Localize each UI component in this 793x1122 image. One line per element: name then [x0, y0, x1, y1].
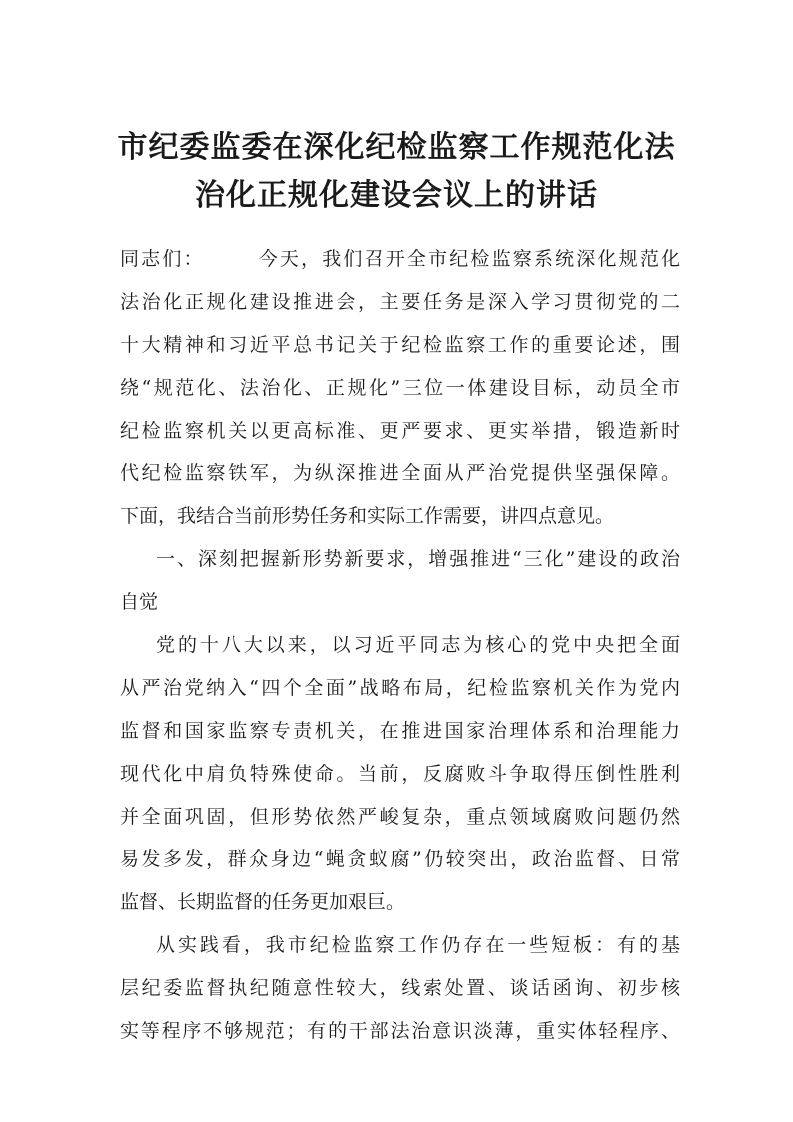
paragraph-line: 实等程序不够规范；有的干部法治意识淡薄，重实体轻程序、: [120, 1020, 680, 1043]
paragraph-line: 绕“规范化、法治化、正规化”三位一体建设目标，动员全市: [120, 376, 680, 399]
paragraph-line: 从严治党纳入“四个全面”战略布局，纪检监察机关作为党内: [120, 676, 680, 699]
paragraph-line: 下面，我结合当前形势任务和实际工作需要，讲四点意见。: [120, 505, 615, 528]
document-title: [100, 124, 693, 220]
paragraph-line: 代纪检监察铁军，为纵深推进全面从严治党提供坚强保障。: [120, 462, 680, 485]
paragraph-line: 纪检监察机关以更高标准、更严要求、更实举措，锻造新时: [120, 419, 680, 442]
paragraph-line: 易发多发，群众身边“蝇贪蚁腐”仍较突出，政治监督、日常: [120, 848, 680, 871]
title-line-1: 市纪委监委在深化纪检监察工作规范化法: [117, 130, 676, 165]
paragraph-line: 法治化正规化建设推进会，主要任务是深入学习贯彻党的二: [120, 290, 680, 313]
paragraph-line: 并全面巩固，但形势依然严峻复杂，重点领域腐败问题仍然: [120, 805, 680, 828]
paragraph-line: 同志们： 今天，我们召开全市纪检监察系统深化规范化: [120, 248, 680, 270]
document-body: [120, 238, 680, 1053]
paragraph-line: 监督、长期监督的任务更加艰巨。: [120, 891, 406, 914]
section-heading-line: 一、深刻把握新形势新要求，增强推进“三化”建设的政治: [156, 548, 680, 571]
paragraph-line: 从实践看，我市纪检监察工作仍存在一些短板：有的基: [156, 934, 680, 957]
title-line-2: 治化正规化建设会议上的讲话: [195, 178, 598, 213]
paragraph-line: 监督和国家监察专责机关，在推进国家治理体系和治理能力: [120, 719, 680, 742]
paragraph-line: 现代化中肩负特殊使命。当前，反腐败斗争取得压倒性胜利: [120, 762, 680, 785]
section-heading-line: 自觉: [120, 591, 159, 614]
paragraph-line: 党的十八大以来，以习近平同志为核心的党中央把全面: [156, 634, 680, 657]
paragraph-line: 层纪委监督执纪随意性较大，线索处置、谈话函询、初步核: [120, 977, 680, 1000]
paragraph-line: 十大精神和习近平总书记关于纪检监察工作的重要论述，围: [120, 333, 680, 356]
